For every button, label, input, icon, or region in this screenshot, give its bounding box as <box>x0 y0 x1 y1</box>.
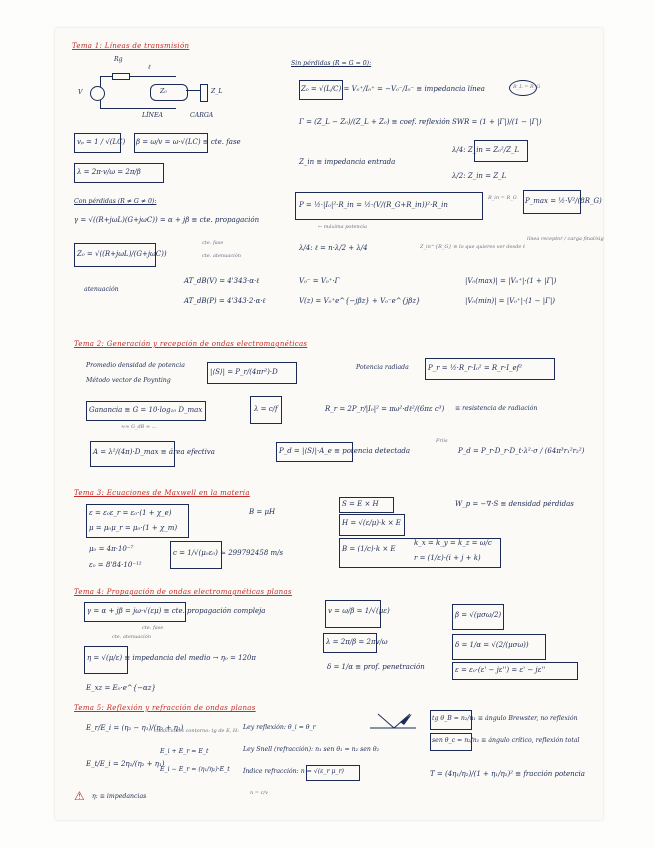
line-length-formula: λ/4: ℓ = n·λ/2 + λ/4 <box>299 244 368 252</box>
skin-depth-formula: δ = 1/α = √(2/(μσω)) <box>455 641 529 649</box>
power-density-label: Promedio densidad de potencia <box>86 362 185 369</box>
voltage-wave-formula: V(z) = V₀⁺e^{−jβz} + V₀⁻e^{jβz} <box>299 297 421 305</box>
attenuation-power-formula: AT_dB(P) = 4'343·2·α·ℓ <box>184 297 266 305</box>
phase-velocity-formula: vₚ = 1 / √(LC) <box>77 138 126 146</box>
phase-constant-label: cte. fase <box>142 625 164 631</box>
friis-formula: P_d = P_r·D_r·D_t·λ²·σ / (64π³r₁²r₂²) <box>458 447 585 455</box>
max-power-note: ← máxima potencia <box>318 224 368 230</box>
complex-permittivity-formula: ε = ε₀·(ε' − jε'') = ε' − jε'' <box>455 666 546 674</box>
l-label: ℓ <box>148 64 151 71</box>
poynting-method-label: Método vector de Poynting <box>86 377 171 384</box>
radiation-resistance-note: ≡ resistencia de radiación <box>455 405 538 412</box>
quarter-wave-formula: λ/4: Z_in = Z₀²/Z_L <box>452 146 520 154</box>
rl-rg-note: R_L = R_G <box>513 84 541 90</box>
beta-formula: β = ω/v = ω·√(LC) ≡ cte. fase <box>136 138 241 146</box>
lossy-title: Con pérdidas (R ≠ G ≠ 0): <box>74 198 157 205</box>
attenuation-constant-note: cte. atenuación <box>202 253 241 259</box>
radiated-power-formula: P_r = ½·R_r·I₀² = R_r·I_ef² <box>428 364 523 372</box>
medium-impedance-formula: η = √(μ/ε) ≡ impedancia del medio → η₀ = 120π <box>87 654 257 662</box>
tema1-title: Tema 1: Líneas de transmisión <box>72 42 190 50</box>
zin-definition: Z_in ≡ impedancia entrada <box>299 158 396 166</box>
radiation-resistance-formula: R_r = 2P_r/|I₀|² = πω²·dℓ²/(6πε c³) <box>325 405 445 413</box>
vmin-formula: |V₀(min)| = |V₀⁺|·(1 − |Γ|) <box>465 297 556 305</box>
lossless-title: Sin pérdidas (R = G = 0): <box>291 60 372 67</box>
phase-constant-note: cte. fase <box>202 240 224 246</box>
attenuation-constant-label: cte. atenuación <box>112 634 151 640</box>
transmission-ratio-formula: E_t/E_i = 2η₂/(η₂ + η₁) <box>86 760 165 768</box>
carga-label: CARGA <box>190 112 214 119</box>
position-vector-relation: r = (1/ε)·(i + j + k) <box>414 554 481 562</box>
poynting-magnitude-formula: |⟨S⟩| = P_r/(4πr²)·D <box>210 368 278 376</box>
impedances-note: η: ≡ impedancias <box>92 793 147 800</box>
wave-number-relation: k_x = k_y = k_z = ω/c <box>414 539 492 547</box>
reflection-angle-diagram <box>368 710 418 734</box>
effective-area-formula: A = λ²/(4π)·D_max ≡ área efectiva <box>93 448 215 456</box>
z0-label: Z₀ <box>160 88 167 95</box>
brewster-angle-formula: tg θ_B = n₂/n₁ ≡ ángulo Brewster, no reflexión <box>432 715 578 722</box>
permittivity-formula: ε = ε₀ε_r = ε₀·(1 + χ_e) <box>89 509 172 517</box>
attenuation-voltage-formula: AT_dB(V) = 4'343·α·ℓ <box>184 277 260 285</box>
tema5-title: Tema 5: Reflexión y refracción de ondas planas <box>74 704 256 712</box>
vmax-formula: |V₀(max)| = |V₀⁺|·(1 + |Γ|) <box>465 277 557 285</box>
wavelength-frequency-formula: λ = c/f <box>254 405 278 413</box>
lambda-beta-formula: λ = 2π/β = 2πv/ω <box>326 638 388 646</box>
permeability-formula: μ = μ₀μ_r = μ₀·(1 + χ_m) <box>89 524 178 532</box>
zl-label: Z_L <box>211 88 223 95</box>
zin-note: Z_in^{R_G} ≡ lo que quieres ver desde ℓ <box>420 244 525 250</box>
lambda-formula: λ = 2π·v/ω = 2π/β <box>77 168 141 176</box>
beta-conductor-formula: β = √(μσω/2) <box>455 611 502 619</box>
penetration-depth-formula: δ = 1/α ≡ prof. penetración <box>327 663 425 671</box>
v-source-label: V <box>78 89 83 96</box>
reflection-law: Ley reflexión: θ_i = θ_r <box>243 724 316 731</box>
refractive-index-formula: Índice refracción: n = √(ε_r μ_r) <box>243 768 344 775</box>
radiated-power-label: Potencia radiada <box>356 364 409 371</box>
linea-label: LÍNEA <box>142 112 163 119</box>
power-fraction-formula: T = (4η₁/η₂)/(1 + η₁/η₂)² ≡ fracción potencia <box>430 770 585 778</box>
tema3-title: Tema 3: Ecuaciones de Maxwell en la materia <box>74 489 250 497</box>
field-decay-formula: E_xz = E₀·e^{−αz} <box>86 684 156 692</box>
boundary-equation-1: E_i + E_r = E_t <box>160 748 209 755</box>
rin-rg-condition: R_in = R_G <box>488 195 517 201</box>
speed-of-light-formula: c = 1/√(μ₀ε₀) ≈ 299792458 m/s <box>173 549 284 557</box>
h-field-formula: H = √(ε/μ)·k × E <box>342 519 401 527</box>
loss-density-formula: W_p = −∇·S ≡ densidad pérdidas <box>455 500 574 508</box>
receptor-note: línea receptor / carga final/sig <box>527 236 604 242</box>
gain-db-note: ≈≈ G_dB ≈ ... <box>121 424 157 430</box>
reflected-voltage-formula: V₀⁻ = V₀⁺·Γ <box>299 277 340 285</box>
index-velocity-note: n = c/v <box>250 790 268 796</box>
gain-formula: Ganancia ≡ G = 10·log₁₀ D_max <box>89 406 203 414</box>
critical-angle-formula: sen θ_c = n₂/n₁ ≡ ángulo crítico, reflexión total <box>432 737 580 744</box>
z0-lossless-formula: Z₀ = √(L/C) = V₀⁺/I₀⁺ = −V₀⁻/I₀⁻ ≡ impedancia línea <box>301 85 485 93</box>
boundary-equation-2: E_i − E_r = (η₁/η₂)·E_t <box>160 766 230 773</box>
b-field-formula: B = (1/c)·k × E <box>342 545 396 553</box>
z0-lossy-formula: Z₀ = √((R+jωL)/(G+jωC)) <box>77 250 167 258</box>
snell-law: Ley Snell (refracción): n₁ sen θ₁ = n₂ sen θ₂ <box>243 746 380 753</box>
half-wave-formula: λ/2: Z_in = Z_L <box>452 172 507 180</box>
reflection-ratio-formula: E_r/E_i = (η₂ − η₁)/(η₂ + η₁) <box>86 724 184 732</box>
b-h-relation: B = μH <box>249 508 276 516</box>
tema2-title: Tema 2: Generación y recepción de ondas electromagnéticas <box>74 340 308 348</box>
propagation-constant-formula: γ = √((R+jωL)(G+jωC)) = α + jβ ≡ cte. propagación <box>74 216 260 224</box>
mu0-value: μ₀ = 4π·10⁻⁷ <box>89 545 134 553</box>
detected-power-formula: P_d = |⟨S⟩|·A_e ≡ potencia detectada <box>279 447 411 455</box>
tema4-title: Tema 4: Propagación de ondas electromagnéticas planas <box>74 588 292 596</box>
pmax-formula: P_max = ½·V²/(8R_G) <box>525 197 602 205</box>
warning-icon: ⚠ <box>74 789 85 803</box>
poynting-vector-formula: S = E × H <box>342 500 379 508</box>
friis-label: Friis <box>436 438 448 444</box>
power-formula: P = ½·|I₀|²·R_in = ½·(V/(R_G+R_in))²·R_in <box>299 201 448 209</box>
complex-propagation-formula: γ = α + jβ = jω·√(εμ) ≡ cte. propagación compleja <box>87 607 266 615</box>
reflection-coefficient-formula: Γ = (Z_L − Z₀)/(Z_L + Z₀) ≡ coef. reflexión <box>299 118 451 126</box>
swr-formula: SWR = (1 + |Γ|)/(1 − |Γ|) <box>452 118 542 126</box>
eps0-value: ε₀ = 8'84·10⁻¹² <box>89 561 142 569</box>
attenuation-label: atenuación <box>84 286 119 293</box>
boundary-conditions-label: condiciones contorno: tg de E, H: <box>154 728 239 734</box>
rg-label: Rg <box>114 56 123 63</box>
velocity-formula: v = ω/β = 1/√(με) <box>328 607 390 615</box>
